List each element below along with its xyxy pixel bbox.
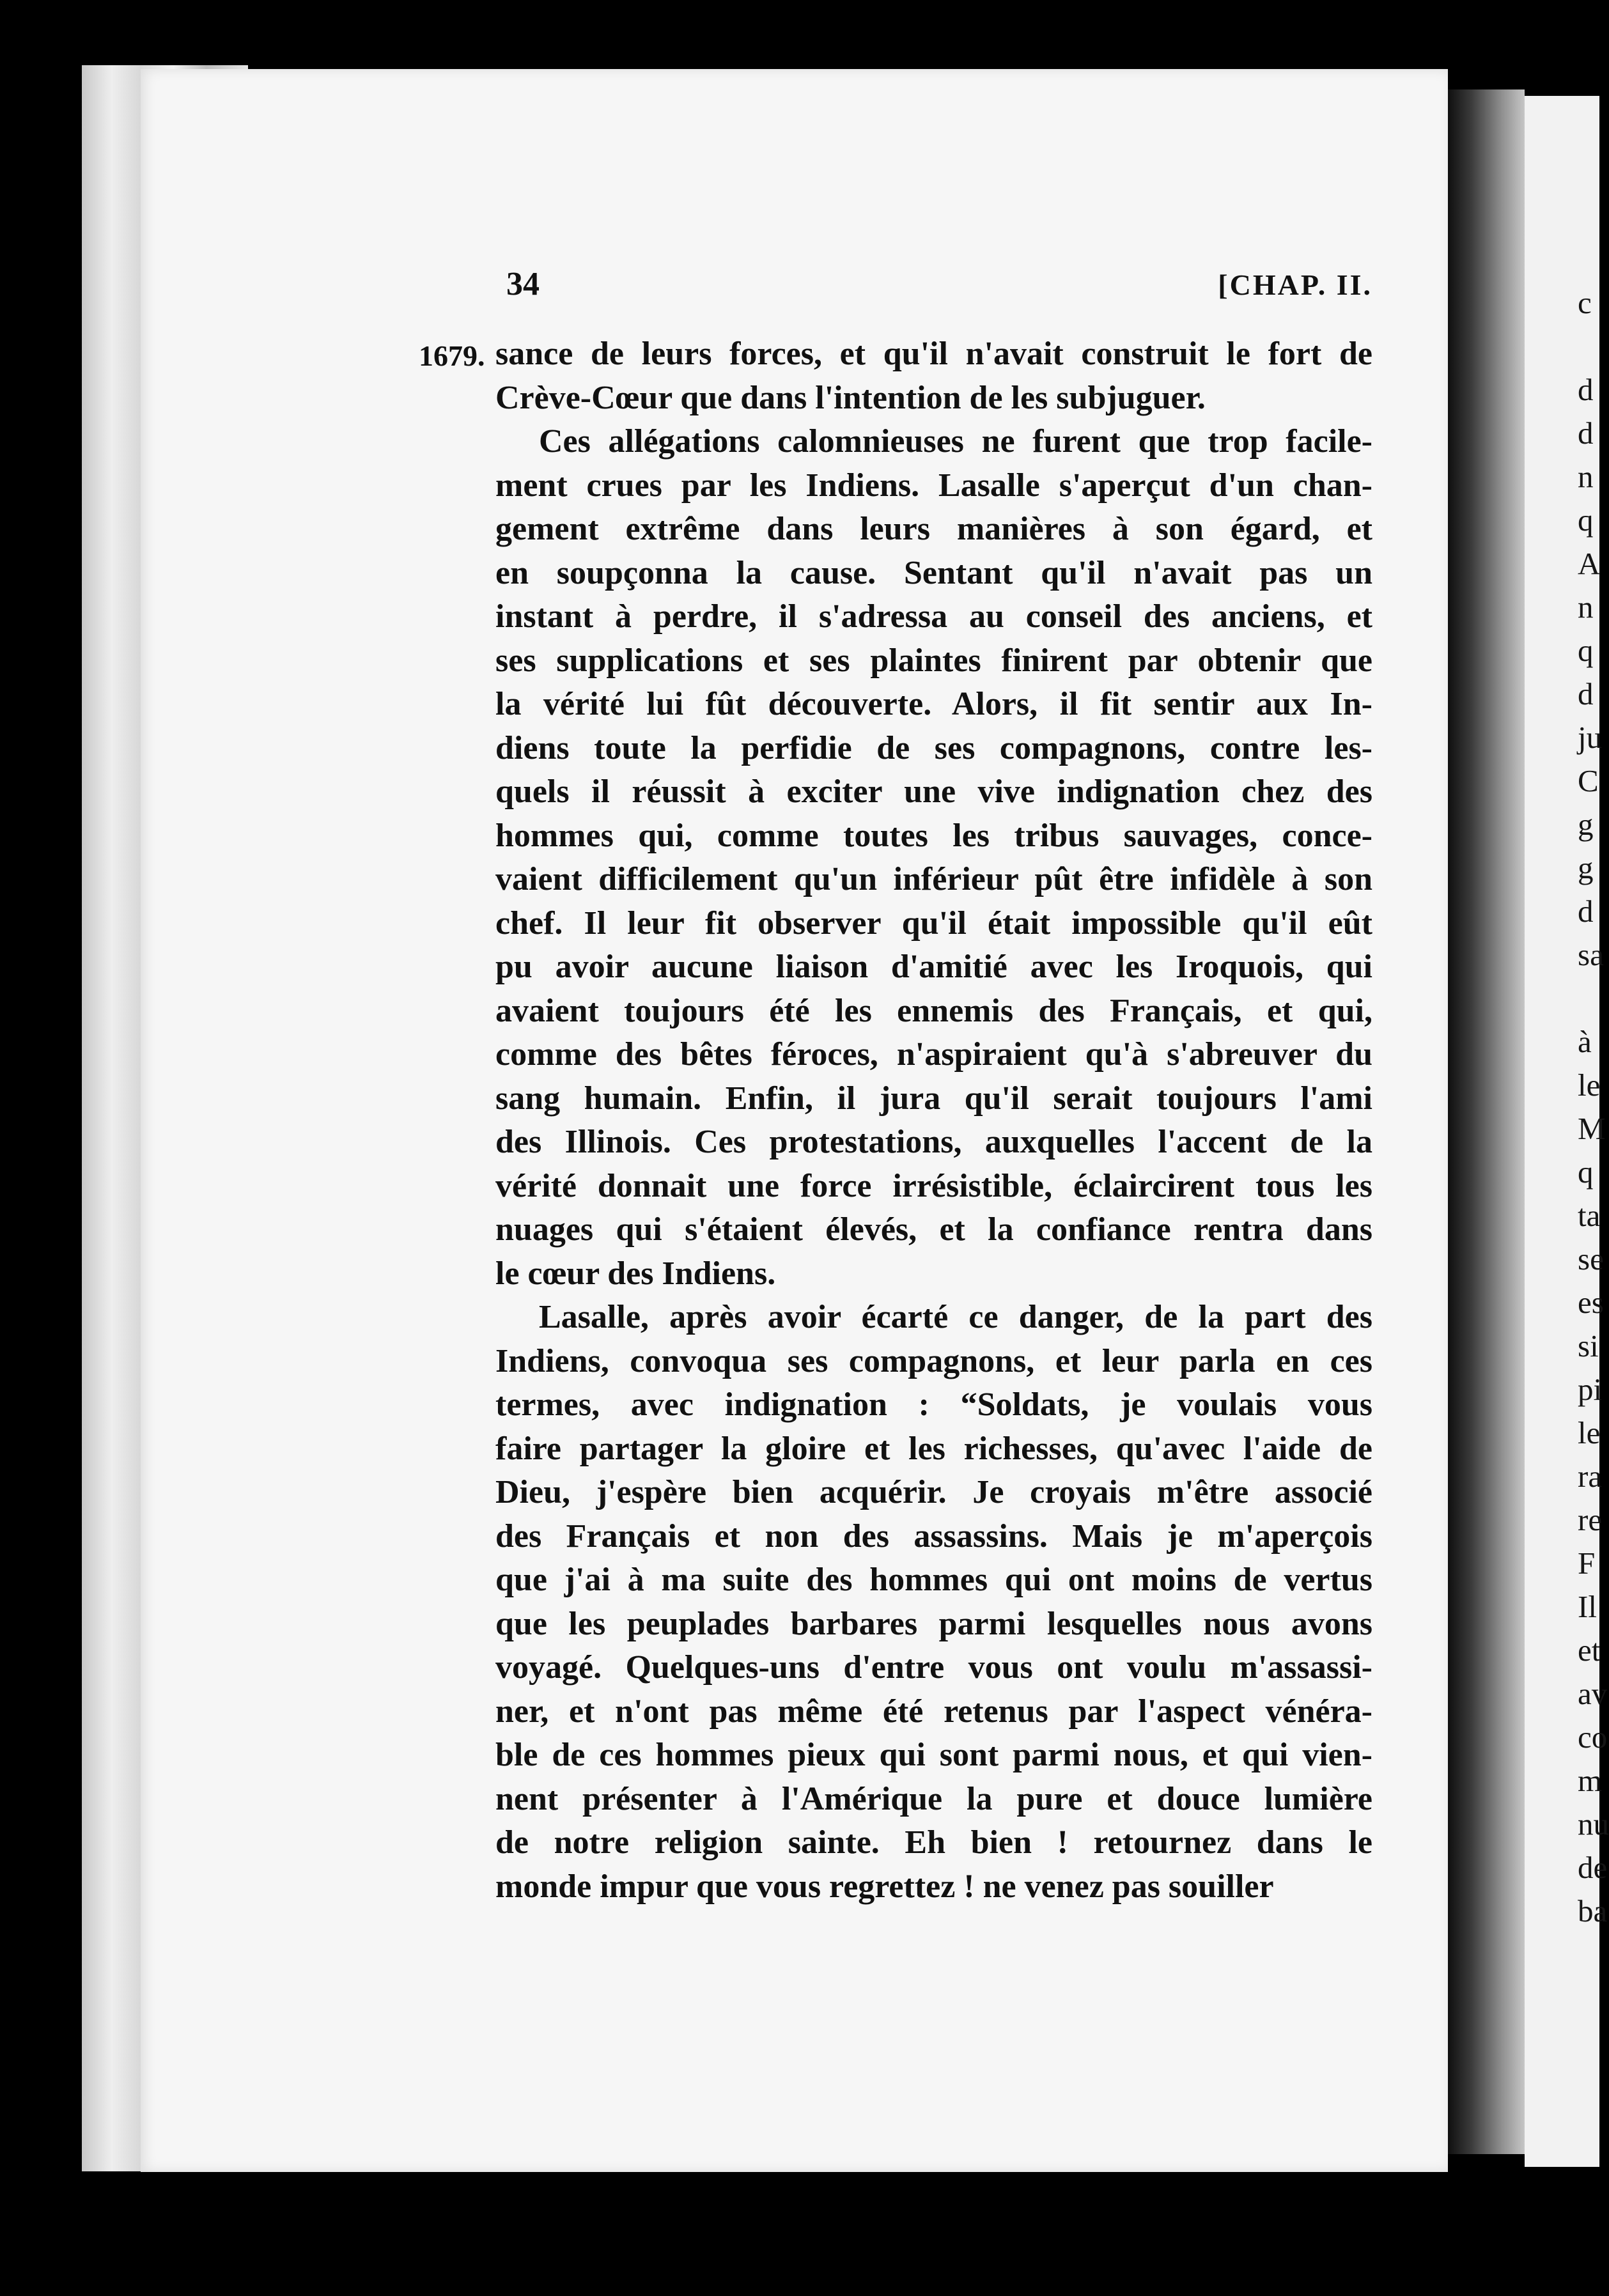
facing-page-letter: M bbox=[1578, 1111, 1606, 1146]
text-line: diens toute la perfidie de ses compagnons, contre les- bbox=[495, 729, 1372, 766]
text-line: sance de leurs forces, et qu'il n'avait construit le fort de bbox=[495, 336, 1372, 372]
facing-page-letter: se bbox=[1578, 1241, 1604, 1276]
facing-page-letter: pi bbox=[1578, 1372, 1603, 1407]
text-line: vaient difficilement qu'un inférieur pût être infidèle à son bbox=[495, 861, 1372, 897]
facing-page-letter bbox=[1578, 977, 1599, 1020]
facing-page-letter: C bbox=[1578, 763, 1599, 798]
facing-page-letter: le bbox=[1578, 1415, 1601, 1450]
text-line: chef. Il leur fit observer qu'il était impossible qu'il eût bbox=[495, 904, 1372, 942]
text-line: avaient toujours été les ennemis des Français, et qui, bbox=[495, 992, 1372, 1029]
facing-page-letter: q bbox=[1578, 633, 1594, 668]
facing-page-letter: ba bbox=[1578, 1893, 1608, 1928]
text-line: comme des bêtes féroces, n'aspiraient qu'à s'abreuver du bbox=[495, 1036, 1372, 1073]
facing-page-letter: re bbox=[1578, 1502, 1603, 1537]
facing-page-letter: ta bbox=[1578, 1198, 1601, 1233]
facing-page-letter: co bbox=[1578, 1719, 1608, 1755]
text-line: pu avoir aucune liaison d'amitié avec les Iroquois, qui bbox=[495, 949, 1372, 985]
facing-page-letter: de bbox=[1578, 1850, 1608, 1885]
facing-page-letter: d bbox=[1578, 894, 1594, 929]
text-line: gement extrême dans leurs manières à son égard, et bbox=[495, 511, 1372, 547]
book-gutter bbox=[1448, 89, 1525, 2154]
facing-page-letter: d bbox=[1578, 372, 1594, 407]
text-line: le cœur des Indiens. bbox=[495, 1255, 776, 1292]
facing-page-letter: ra bbox=[1578, 1459, 1603, 1494]
facing-page-letter: es bbox=[1578, 1285, 1604, 1320]
margin-year: 1679. bbox=[419, 339, 485, 372]
text-line: ner, et n'ont pas même été retenus par l'aspect vénéra- bbox=[495, 1693, 1372, 1730]
text-line: faire partager la gloire et les richesses, qu'avec l'aide de bbox=[495, 1430, 1372, 1467]
text-line: des Illinois. Ces protestations, auxquelles l'accent de la bbox=[495, 1124, 1372, 1160]
body-text bbox=[495, 332, 1372, 1909]
facing-page-letter: nu bbox=[1578, 1806, 1609, 1842]
text-line: en soupçonna la cause. Sentant qu'il n'avait pas un bbox=[495, 554, 1372, 591]
text-line: de notre religion sainte. Eh bien ! retournez dans le bbox=[495, 1824, 1372, 1861]
facing-page-letter: Il bbox=[1578, 1589, 1597, 1624]
text-line: quels il réussit à exciter une vive indignation chez des bbox=[495, 773, 1372, 810]
facing-page-letter: d bbox=[1578, 676, 1594, 711]
text-line: que j'ai à ma suite des hommes qui ont moins de vertus bbox=[495, 1562, 1372, 1598]
facing-page-letter: et bbox=[1578, 1633, 1601, 1668]
text-line: la vérité lui fût découverte. Alors, il fit sentir aux In- bbox=[495, 686, 1372, 722]
facing-page-letter: g bbox=[1578, 807, 1594, 842]
text-line: Dieu, j'espère bien acquérir. Je croyais m'être associé bbox=[495, 1474, 1372, 1510]
text-line: nuages qui s'étaient élevés, et la confiance rentra dans bbox=[495, 1211, 1372, 1248]
facing-page-letter: av bbox=[1578, 1676, 1608, 1711]
facing-page-letter: g bbox=[1578, 850, 1594, 885]
text-line: Crève-Cœur que dans l'intention de les subjuguer. bbox=[495, 379, 1206, 416]
facing-page-letter: F bbox=[1578, 1546, 1596, 1581]
text-line: monde impur que vous regrettez ! ne venez pas souiller bbox=[495, 1868, 1274, 1905]
facing-page-letter bbox=[1578, 325, 1599, 368]
text-line: nent présenter à l'Amérique la pure et douce lumière bbox=[495, 1780, 1372, 1817]
facing-page-letter: c bbox=[1578, 285, 1592, 320]
text-line: Lasalle, après avoir écarté ce danger, de la part des bbox=[539, 1299, 1372, 1335]
text-line: ses supplications et ses plaintes finirent par obtenir que bbox=[495, 642, 1372, 679]
text-line: instant à perdre, il s'adressa au conseil des anciens, et bbox=[495, 598, 1372, 635]
facing-page-letter: n bbox=[1578, 459, 1594, 494]
running-head: [CHAP. II. bbox=[1218, 268, 1372, 301]
text-line: termes, avec indignation : “Soldats, je voulais vous bbox=[495, 1386, 1372, 1423]
text-line: Ces allégations calomnieuses ne furent que trop facile- bbox=[539, 423, 1372, 460]
page-header bbox=[506, 265, 1372, 310]
text-line: vérité donnait une force irrésistible, éclaircirent tous les bbox=[495, 1167, 1372, 1204]
text-line: Indiens, convoqua ses compagnons, et leur parla en ces bbox=[495, 1342, 1372, 1379]
text-line: sang humain. Enfin, il jura qu'il serait toujours l'ami bbox=[495, 1080, 1372, 1117]
facing-page-letter: si bbox=[1578, 1328, 1599, 1363]
facing-page-letter: n bbox=[1578, 589, 1594, 624]
facing-page-letter: à bbox=[1578, 1024, 1592, 1059]
text-line: hommes qui, comme toutes les tribus sauvages, conce- bbox=[495, 817, 1372, 854]
facing-page-letter: A bbox=[1578, 546, 1601, 581]
facing-page-letter: sa bbox=[1578, 937, 1604, 972]
facing-page-letter: q bbox=[1578, 1154, 1594, 1190]
facing-page-text-fragment bbox=[1578, 281, 1609, 1933]
facing-page-letter: d bbox=[1578, 415, 1594, 451]
text-line: voyagé. Quelques-uns d'entre vous ont voulu m'assassi- bbox=[495, 1649, 1372, 1686]
facing-page-letter: le bbox=[1578, 1067, 1601, 1103]
text-line: que les peuplades barbares parmi lesquelles nous avons bbox=[495, 1605, 1372, 1642]
text-line: des Français et non des assassins. Mais je m'aperçois bbox=[495, 1517, 1372, 1555]
text-line: ment crues par les Indiens. Lasalle s'aperçut d'un chan- bbox=[495, 467, 1372, 504]
text-line: ble de ces hommes pieux qui sont parmi nous, et qui vien- bbox=[495, 1737, 1372, 1773]
facing-page-letter: q bbox=[1578, 502, 1594, 538]
page-number: 34 bbox=[506, 266, 540, 302]
facing-page-letter: m bbox=[1578, 1763, 1603, 1798]
facing-page-letter: ju bbox=[1578, 720, 1603, 755]
